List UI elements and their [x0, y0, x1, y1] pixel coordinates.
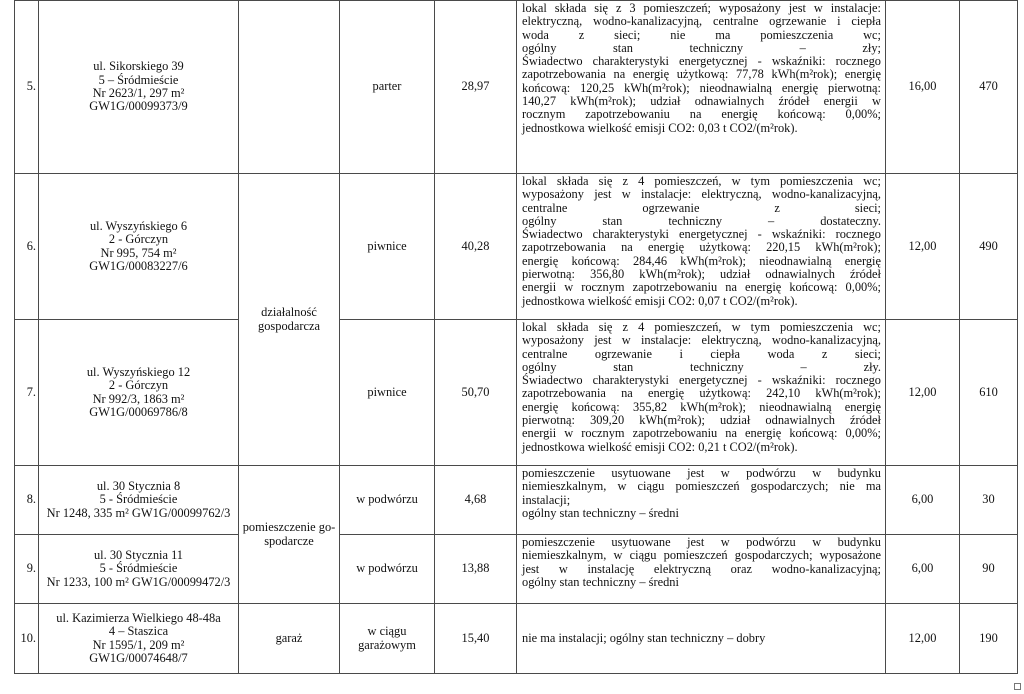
address-cell: [39, 535, 239, 604]
address-line: ul. Wyszyńskiego 12: [86, 364, 191, 379]
description-line: nie ma instalacji; ogólny stan techniczny – dobry: [522, 631, 766, 646]
description-cell: [517, 604, 886, 674]
table-row: [15, 604, 1018, 674]
description-line: lokal składa się z 4 pomieszczeń, w tym pomieszczenia wc;: [522, 320, 881, 334]
description-line: instalacji;: [522, 492, 571, 507]
description-line: Świadectwo charakterystyki energetycznej - wskaźniki: rocznego: [522, 227, 881, 242]
description-line: lokal składa się z 4 pomieszczeń, w tym pomieszczenia wc;: [522, 174, 881, 188]
address-cell: [39, 174, 239, 320]
description-line: rocznym zapotrzebowaniu na energię końcową: 0,00%;: [522, 107, 881, 122]
description-line: pierwotną: 356,80 kWh(m²rok); udział odnawialnych źródeł: [522, 267, 881, 282]
address-line: Nr 995, 754 m²: [100, 245, 177, 260]
description-line: energię końcową: 355,82 kWh(m²rok); nieodnawialną energię: [522, 399, 881, 414]
description-cell: [517, 466, 886, 535]
deposit-cell: 470: [960, 1, 1018, 174]
row-number: 7.: [15, 320, 39, 466]
table-row: [15, 466, 1018, 535]
description-line: energię końcową: 284,46 kWh(m²rok); nieodnawialną energię: [522, 253, 881, 268]
description-cell: [517, 1, 886, 174]
address-line: ul. 30 Stycznia 11: [93, 548, 183, 563]
table-row: [15, 174, 1018, 320]
rate-cell: 12,00: [886, 320, 960, 466]
area-cell: 50,70: [435, 320, 517, 466]
description-line: lokal składa się z 3 pomieszczeń; wyposażony jest w instalacje:: [522, 1, 881, 15]
row-number: 5.: [15, 1, 39, 174]
address-line: Nr 1233, 100 m² GW1G/00099472/3: [46, 574, 231, 589]
table-row: [15, 1, 1018, 174]
area-cell: 28,97: [435, 1, 517, 174]
deposit-cell: 190: [960, 604, 1018, 674]
address-line: GW1G/00069786/8: [89, 404, 188, 419]
row-number: 8.: [15, 466, 39, 535]
description-line: ogólny stan techniczny – dostateczny.: [522, 213, 881, 228]
address-line: 2 - Górczyn: [108, 378, 169, 393]
description-cell: [517, 320, 886, 466]
table-row: [15, 535, 1018, 604]
description-cell: [517, 535, 886, 604]
description-line: elektryczną, wodno-kanalizacyjną, centralne ogrzewanie i ciepła: [522, 14, 881, 29]
floor-cell: parter: [340, 1, 435, 174]
description-line: Świadectwo charakterystyki energetycznej - wskaźniki: rocznego: [522, 373, 881, 388]
address-line: GW1G/00083227/6: [89, 258, 188, 273]
property-listing-table: [14, 0, 1018, 674]
floor-cell: piwnice: [340, 320, 435, 466]
description-line: ogólny stan techniczny – zły;: [522, 40, 881, 55]
description-line: zapotrzebowania na energię użytkową: 77,78 kWh(m²rok); energię: [522, 67, 881, 82]
description-line: 140,27 kWh(m²rok); udział odnawialnych źródeł energii w: [522, 94, 881, 109]
description-line: zapotrzebowania na energię użytkową: 242,10 kWh(m²rok);: [522, 386, 881, 401]
area-cell: 40,28: [435, 174, 517, 320]
page-corner-mark: [1014, 683, 1021, 690]
row-number: 10.: [15, 604, 39, 674]
deposit-cell: 490: [960, 174, 1018, 320]
description-line: pomieszczenie usytuowane jest w podwórzu w budynku: [522, 466, 881, 480]
purpose-cell-empty: [239, 1, 340, 174]
description-line: ogólny stan techniczny – zły.: [522, 359, 881, 374]
floor-cell: w podwórzu: [340, 466, 435, 535]
area-cell: 15,40: [435, 604, 517, 674]
address-line: ul. Sikorskiego 39: [93, 59, 184, 74]
description-line: energii w rocznym zapotrzebowaniu na energię końcową: 0,00%;: [522, 280, 881, 295]
address-line: Nr 1248, 335 m² GW1G/00099762/3: [46, 505, 231, 520]
description-line: centralne ogrzewanie i ciepła woda z sieci;: [522, 346, 881, 361]
area-cell: 4,68: [435, 466, 517, 535]
description-line: końcową: 120,25 kWh(m²rok); nieodnawialną energię pierwotną:: [522, 80, 881, 95]
address-line: Nr 992/3, 1863 m²: [92, 391, 185, 406]
floor-cell: piwnice: [340, 174, 435, 320]
address-cell: [39, 604, 239, 674]
description-line: centralne ogrzewanie z sieci;: [522, 200, 881, 215]
row-number: 6.: [15, 174, 39, 320]
address-line: GW1G/00099373/9: [89, 99, 188, 114]
deposit-cell: 610: [960, 320, 1018, 466]
address-line: 2 - Górczyn: [108, 232, 169, 247]
purpose-cell: pomieszczenie go-spodarcze: [239, 466, 340, 604]
floor-cell: w podwórzu: [340, 535, 435, 604]
description-line: jednostkowa wielkość emisji CO2: 0,21 t CO2/(m²rok).: [522, 439, 798, 454]
area-cell: 13,88: [435, 535, 517, 604]
rate-cell: 6,00: [886, 466, 960, 535]
row-number: 9.: [15, 535, 39, 604]
description-cell: [517, 174, 886, 320]
description-line: pierwotną: 309,20 kWh(m²rok); udział odnawialnych źródeł: [522, 413, 881, 428]
address-cell: [39, 320, 239, 466]
description-line: ogólny stan techniczny – średni: [522, 505, 679, 520]
deposit-cell: 30: [960, 466, 1018, 535]
address-line: 5 - Śródmieście: [99, 561, 178, 576]
description-line: niemieszkalnym, w ciągu pomieszczeń gospodarczych; nie ma: [522, 479, 881, 494]
description-line: jest w instalację elektryczną oraz wodno-kanalizacyjną;: [522, 561, 881, 576]
description-line: wyposażony jest w instalacje: elektryczną, wodno-kanalizacyjną,: [522, 187, 881, 202]
address-line: ul. Kazimierza Wielkiego 48-48a: [56, 610, 221, 625]
table-row: [15, 320, 1018, 466]
purpose-cell: działalność gospodarcza: [239, 174, 340, 466]
description-line: woda z sieci; nie ma pomieszczenia wc;: [522, 27, 881, 42]
rate-cell: 12,00: [886, 604, 960, 674]
description-line: Świadectwo charakterystyki energetycznej - wskaźniki: rocznego: [522, 54, 881, 69]
description-line: wyposażony jest w instalacje: elektryczną, wodno-kanalizacyjną,: [522, 333, 881, 348]
description-line: energii w rocznym zapotrzebowaniu na energię końcową: 0,00%;: [522, 426, 881, 441]
address-line: ul. 30 Stycznia 8: [96, 479, 181, 494]
description-line: jednostkowa wielkość emisji CO2: 0,07 t CO2/(m²rok).: [522, 293, 798, 308]
address-line: GW1G/00074648/7: [89, 650, 188, 665]
address-line: 5 - Śródmieście: [99, 492, 178, 507]
address-line: ul. Wyszyńskiego 6: [89, 218, 188, 233]
description-line: zapotrzebowania na energię użytkową: 220,15 kWh(m²rok);: [522, 240, 881, 255]
address-line: Nr 1595/1, 209 m²: [92, 637, 185, 652]
description-line: niemieszkalnym, w ciągu pomieszczeń gospodarczych; wyposażone: [522, 548, 881, 563]
description-line: jednostkowa wielkość emisji CO2: 0,03 t CO2/(m²rok).: [522, 120, 798, 135]
address-line: Nr 2623/1, 297 m²: [92, 86, 185, 100]
floor-cell: w ciągu garażowym: [340, 604, 435, 674]
rate-cell: 16,00: [886, 1, 960, 174]
rate-cell: 12,00: [886, 174, 960, 320]
address-cell: [39, 1, 239, 174]
deposit-cell: 90: [960, 535, 1018, 604]
address-line: 5 – Śródmieście: [98, 72, 179, 87]
address-cell: [39, 466, 239, 535]
rate-cell: 6,00: [886, 535, 960, 604]
purpose-cell: garaż: [239, 604, 340, 674]
description-line: pomieszczenie usytuowane jest w podwórzu w budynku: [522, 535, 881, 549]
description-line: ogólny stan techniczny – średni: [522, 574, 679, 589]
address-line: 4 – Staszica: [108, 624, 169, 639]
